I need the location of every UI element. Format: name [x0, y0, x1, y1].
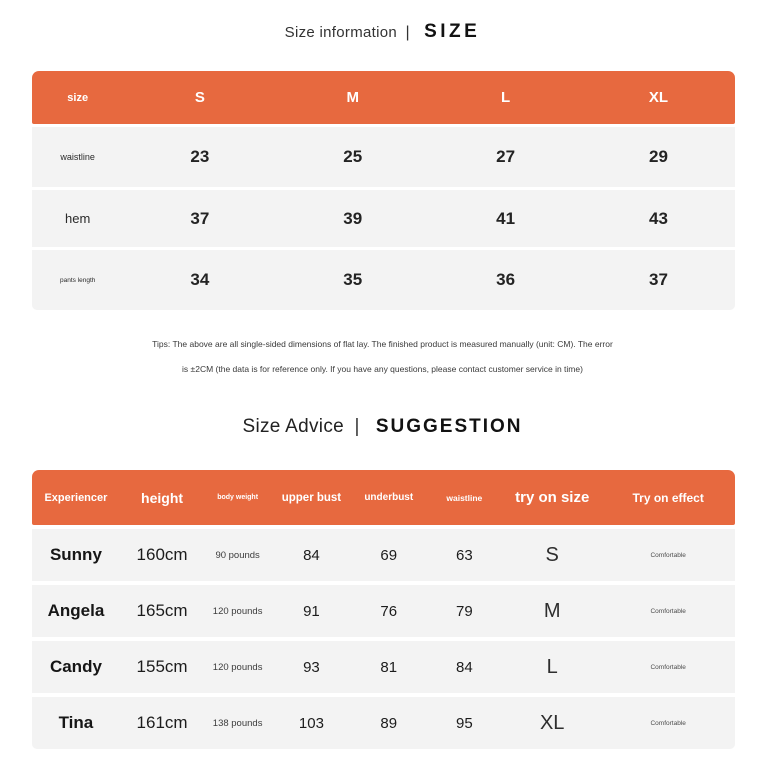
size-value-cell: 34: [190, 270, 210, 289]
size-header-m: M: [346, 89, 359, 106]
height-value: 165cm: [136, 601, 188, 620]
advice-table-row-tina: [32, 697, 735, 749]
advice-table-row-candy: [32, 641, 735, 693]
size-row-label: hem: [65, 211, 91, 226]
waistline-value: 63: [455, 546, 473, 564]
experiencer-name: Candy: [49, 657, 102, 676]
tips-line-2: is ±2CM (the data is for reference only. If you have any questions, please contact customer service in time): [182, 364, 583, 374]
advice-header-experiencer: Experiencer: [44, 491, 108, 504]
advice-header-try-on-effect: Try on effect: [632, 490, 704, 505]
title-divider: |: [354, 416, 360, 437]
advice-title-keyword: SUGGESTION: [375, 416, 523, 437]
size-title-text: Size information: [284, 24, 398, 41]
underbust-value: 76: [380, 602, 398, 620]
size-header-l: L: [501, 89, 511, 106]
advice-header-try-on-size: try on size: [515, 489, 590, 506]
try-on-size-value: XL: [539, 711, 565, 734]
experiencer-name: Sunny: [49, 545, 102, 564]
underbust-value: 69: [380, 546, 398, 564]
advice-table-header: [32, 470, 735, 525]
size-table-row-pants-length: [32, 250, 735, 310]
size-value-cell: 37: [190, 208, 210, 228]
size-value-cell: 39: [343, 208, 363, 228]
try-on-effect-value: Comfortable: [650, 551, 686, 559]
size-section-title: [0, 21, 765, 43]
advice-header-upper-bust: upper bust: [281, 491, 342, 504]
advice-header-height: height: [141, 489, 184, 506]
size-title-keyword: SIZE: [424, 21, 481, 42]
try-on-effect-value: Comfortable: [650, 607, 686, 615]
size-header-xl: XL: [648, 89, 669, 106]
size-table: [32, 71, 735, 310]
size-value-cell: 25: [343, 147, 363, 166]
advice-header-body-weight: body weight: [217, 494, 259, 501]
size-value-cell: 29: [649, 147, 668, 166]
underbust-value: 81: [380, 658, 398, 676]
tips-line-1: Tips: The above are all single-sided dimensions of flat lay. The finished product is measured manually (unit: CM). The error: [152, 339, 613, 349]
tips-note: [0, 332, 765, 382]
body-weight-value: 120 pounds: [212, 661, 263, 673]
size-value-cell: 43: [649, 208, 668, 228]
size-value-cell: 37: [649, 270, 668, 289]
advice-header-underbust: underbust: [364, 492, 414, 503]
advice-table-row-sunny: [32, 529, 735, 581]
height-value: 161cm: [136, 713, 188, 732]
experiencer-name: Angela: [47, 601, 105, 620]
size-header-s: S: [194, 89, 205, 106]
upper-bust-value: 93: [303, 658, 320, 676]
height-value: 160cm: [136, 545, 188, 564]
advice-header-waistline: waistline: [446, 492, 483, 503]
experiencer-name: Tina: [58, 713, 94, 732]
advice-title-text: Size Advice: [242, 416, 344, 437]
body-weight-value: 138 pounds: [212, 717, 263, 729]
body-weight-value: 120 pounds: [212, 605, 263, 617]
upper-bust-value: 91: [303, 602, 320, 620]
size-value-cell: 36: [496, 270, 516, 289]
body-weight-value: 90 pounds: [215, 549, 260, 561]
upper-bust-value: 103: [298, 714, 324, 732]
waistline-value: 84: [455, 658, 473, 676]
advice-table-row-angela: [32, 585, 735, 637]
size-value-cell: 41: [496, 208, 516, 228]
try-on-size-value: L: [546, 655, 558, 678]
upper-bust-value: 84: [303, 546, 320, 564]
try-on-effect-value: Comfortable: [650, 719, 686, 727]
title-divider: |: [405, 24, 410, 41]
height-value: 155cm: [136, 657, 188, 676]
advice-section-title: [0, 416, 765, 438]
underbust-value: 89: [380, 714, 398, 732]
size-row-label: pants length: [59, 276, 96, 284]
size-table-row-waistline: [32, 127, 735, 187]
size-value-cell: 23: [190, 147, 210, 166]
size-table-header: [32, 71, 735, 124]
advice-table: [32, 470, 735, 749]
try-on-size-value: M: [543, 599, 561, 622]
try-on-size-value: S: [545, 543, 559, 566]
size-header-label: size: [67, 91, 89, 104]
size-row-label: waistline: [60, 152, 95, 162]
size-value-cell: 27: [496, 147, 516, 166]
size-table-row-hem: [32, 190, 735, 247]
waistline-value: 79: [455, 602, 473, 620]
size-value-cell: 35: [343, 270, 363, 289]
waistline-value: 95: [455, 714, 473, 732]
try-on-effect-value: Comfortable: [650, 663, 686, 671]
